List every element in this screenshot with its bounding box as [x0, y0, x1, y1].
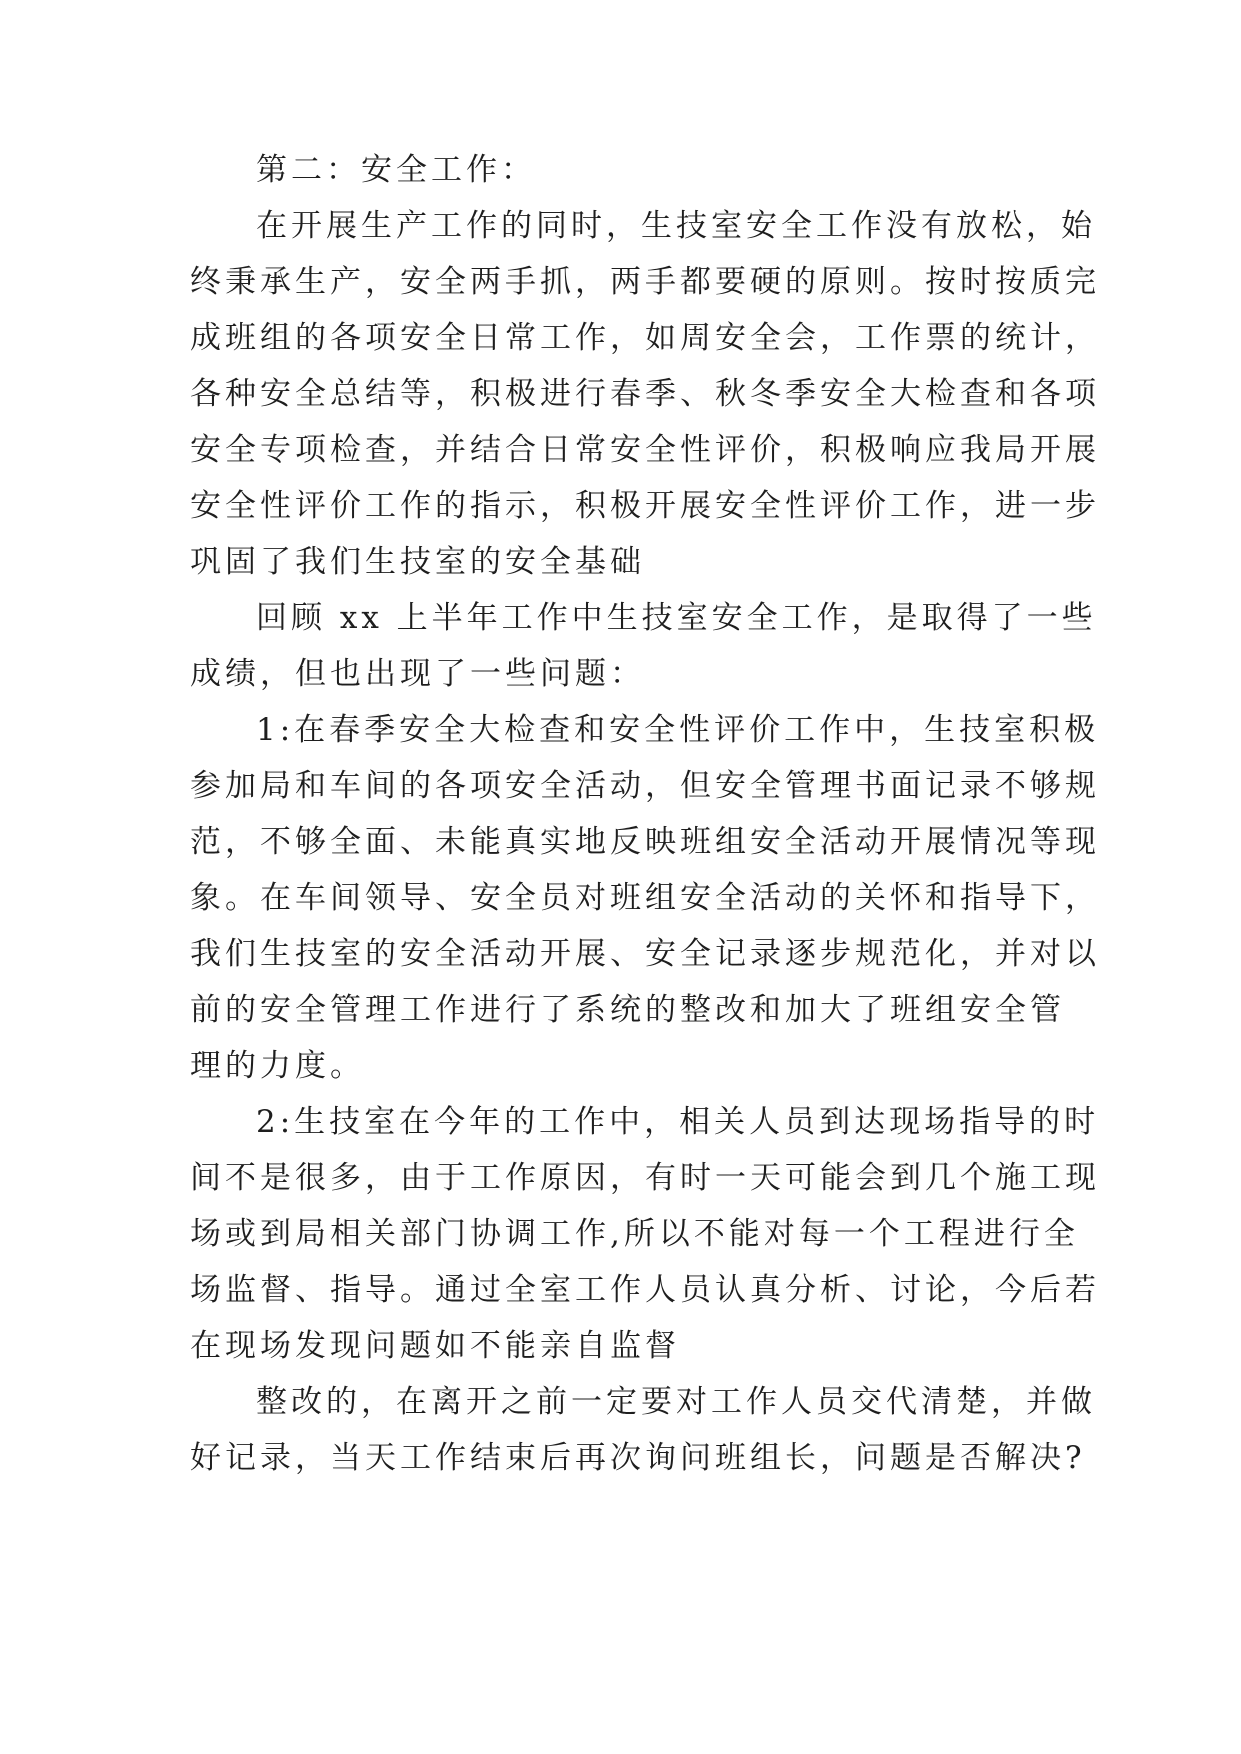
text-line-14: 象。在车间领导、安全员对班组安全活动的关怀和指导下，	[190, 880, 1100, 916]
text-line-13: 范，不够全面、未能真实地反映班组安全活动开展情况等现	[190, 824, 1100, 860]
text-line-18: 2:生技室在今年的工作中，相关人员到达现场指导的时	[256, 1104, 1100, 1140]
text-line-3: 终秉承生产，安全两手抓，两手都要硬的原则。按时按质完	[190, 264, 1100, 300]
text-line-9: 回顾 xx 上半年工作中生技室安全工作，是取得了一些	[256, 600, 1097, 636]
text-line-15: 我们生技室的安全活动开展、安全记录逐步规范化，并对以	[190, 936, 1100, 972]
text-line-17: 理的力度。	[190, 1048, 365, 1084]
text-line-6: 安全专项检查，并结合日常安全性评价，积极响应我局开展	[190, 432, 1100, 468]
text-line-11: 1:在春季安全大检查和安全性评价工作中，生技室积极	[256, 712, 1100, 748]
text-line-20: 场或到局相关部门协调工作,所以不能对每一个工程进行全	[190, 1216, 1079, 1252]
text-line-23: 整改的，在离开之前一定要对工作人员交代清楚，并做	[256, 1384, 1096, 1420]
text-line-24: 好记录，当天工作结束后再次询问班组长，问题是否解决?	[190, 1440, 1086, 1476]
text-line-19: 间不是很多，由于工作原因，有时一天可能会到几个施工现	[190, 1160, 1100, 1196]
text-line-8: 巩固了我们生技室的安全基础	[190, 544, 645, 580]
text-line-12: 参加局和车间的各项安全活动，但安全管理书面记录不够规	[190, 768, 1100, 804]
text-line-10: 成绩，但也出现了一些问题：	[190, 656, 645, 692]
text-line-4: 成班组的各项安全日常工作，如周安全会，工作票的统计，	[190, 320, 1100, 356]
text-line-5: 各种安全总结等，积极进行春季、秋冬季安全大检查和各项	[190, 376, 1100, 412]
text-line-21: 场监督、指导。通过全室工作人员认真分析、讨论，今后若	[190, 1272, 1100, 1308]
text-line-1: 第二：安全工作：	[256, 152, 536, 188]
text-line-2: 在开展生产工作的同时，生技室安全工作没有放松，始	[256, 208, 1096, 244]
text-line-22: 在现场发现问题如不能亲自监督	[190, 1328, 680, 1364]
text-line-7: 安全性评价工作的指示，积极开展安全性评价工作，进一步	[190, 488, 1100, 524]
text-line-16: 前的安全管理工作进行了系统的整改和加大了班组安全管	[190, 992, 1065, 1028]
